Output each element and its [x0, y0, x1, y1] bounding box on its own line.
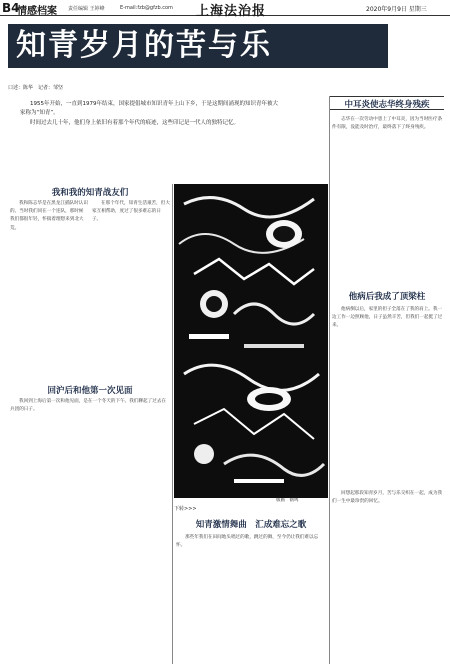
section-name: 情感档案 — [17, 6, 57, 17]
column-divider — [329, 96, 330, 664]
woodcut-art — [174, 184, 328, 498]
email-address: E-mail:fzb@gfzb.com — [120, 5, 173, 11]
subhead-5: 知青激情舞曲 汇成难忘之歌 — [195, 520, 307, 530]
intro-paragraph: 1955年开始，一直到1979年结束，国家提倡城市知识青年上山下乡，于是这期间涌现的知识青年被大家称为“知青”。 — [20, 101, 278, 116]
text-column: 在那个年代，知青生活艰苦，但大家互相帮助，度过了很多难忘的日子。 — [92, 201, 170, 223]
subhead-3: 中耳炎使志华终身残疾 — [344, 100, 430, 110]
intro-paragraph: 时间过去几十年，他们身上依旧有着那个年代的痕迹，这些印记是一代人的独特记忆。 — [30, 120, 240, 126]
subhead-4: 他病后我成了顶梁柱 — [348, 292, 426, 302]
subhead-1: 我和我的知青战友们 — [51, 188, 129, 198]
text-column: 我回到上海后第一次和他见面，是在一个冬天的下午。我们聊起了过去在兵团的日子。 — [10, 399, 167, 413]
column-divider — [172, 184, 173, 664]
text-column: 回想起那段知青岁月，苦与乐交织在一起，成为我们一生中最珍贵的回忆。 — [332, 491, 443, 505]
text-column: 志华在一次劳动中患上了中耳炎，因为当时医疗条件有限，没能及时治疗，最终落下了终身残疾。 — [332, 117, 443, 131]
subhead-2: 回沪后和他第一次见面 — [47, 386, 133, 396]
text-column: 我和陈志华是在黑龙江插队时认识的。当时我们同在一个连队，那时候我们都很年轻，怀揣着理想来到北大荒。 — [10, 201, 88, 231]
text-column: 那些年我们在田间地头唱过的歌，跳过的舞，至今仍让我们难以忘怀。 — [176, 535, 319, 549]
article-intro — [20, 100, 282, 129]
issue-date: 2020年9月9日 星期三 — [366, 6, 427, 13]
text-column: 他病倒以后，家里的担子全落在了我的肩上。我一边工作一边照顾他，日子虽然辛苦，但我们一起挺了过来。 — [332, 307, 443, 329]
byline: 口述：陈华 记者：邹坚 — [8, 85, 64, 91]
page-header — [0, 0, 450, 19]
editor-info: 责任编辑 王婷峰 — [68, 6, 105, 12]
continuation-note: 下转>>> — [174, 506, 197, 512]
illustration-caption: 版画 鹤鸣 — [276, 498, 299, 503]
masthead: 上海法治报 — [196, 4, 267, 19]
woodcut-illustration — [174, 184, 328, 498]
page-number: B4 — [2, 1, 20, 15]
article-title: 知青岁月的苦与乐 — [8, 24, 388, 68]
